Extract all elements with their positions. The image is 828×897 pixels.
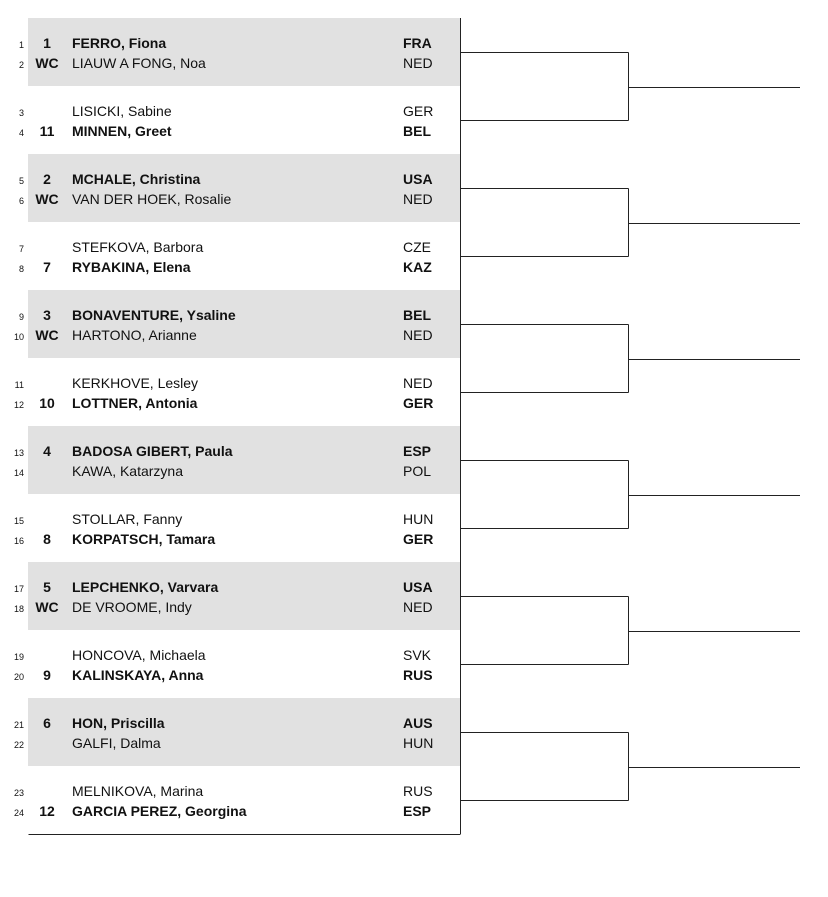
country-code: HUN <box>403 511 434 527</box>
country-code: NED <box>403 191 433 207</box>
player-name: BONAVENTURE, Ysaline <box>72 307 236 323</box>
draw-position: 4 <box>18 128 24 138</box>
player-name: KORPATSCH, Tamara <box>72 531 216 547</box>
seed-label: 3 <box>43 307 51 323</box>
draw-position: 21 <box>13 720 24 730</box>
player-row <box>14 374 460 394</box>
draw-section <box>13 426 460 494</box>
seed-label: WC <box>35 191 59 207</box>
seed-label: 5 <box>43 579 51 595</box>
player-row <box>13 394 460 414</box>
draw-position: 18 <box>13 604 24 614</box>
draw-position: 19 <box>13 652 24 662</box>
draw-position: 22 <box>13 740 24 750</box>
player-row <box>13 530 460 550</box>
player-name: LOTTNER, Antonia <box>72 395 198 411</box>
draw-section <box>18 18 460 86</box>
draw-position: 10 <box>13 332 24 342</box>
player-name: MELNIKOVA, Marina <box>72 783 204 799</box>
draw-position: 11 <box>14 380 24 390</box>
player-name: MINNEN, Greet <box>72 123 172 139</box>
player-row <box>18 170 460 190</box>
player-row <box>18 258 460 278</box>
draw-section <box>18 86 460 154</box>
seed-label: 11 <box>39 123 55 139</box>
player-row <box>13 326 460 346</box>
country-code: BEL <box>403 307 431 323</box>
draw-position: 6 <box>18 196 24 206</box>
seed-label: WC <box>35 55 59 71</box>
country-code: ESP <box>403 803 432 819</box>
seed-label: 10 <box>39 395 55 411</box>
player-name: VAN DER HOEK, Rosalie <box>72 191 232 207</box>
draw-section <box>18 222 460 290</box>
draw-position: 5 <box>18 176 24 186</box>
seed-label: 12 <box>39 803 55 819</box>
player-row <box>18 34 460 54</box>
seed-label: 1 <box>43 35 51 51</box>
draw-position: 20 <box>13 672 24 682</box>
draw-position: 2 <box>18 60 24 70</box>
player-name: DE VROOME, Indy <box>72 599 192 615</box>
country-code: NED <box>403 327 433 343</box>
player-row <box>13 462 460 482</box>
player-name: HARTONO, Arianne <box>72 327 197 343</box>
seed-label: 9 <box>43 667 51 683</box>
player-row <box>18 238 460 258</box>
draw-position: 16 <box>13 536 24 546</box>
player-name: GALFI, Dalma <box>72 735 161 751</box>
player-row <box>13 734 460 754</box>
player-name: LISICKI, Sabine <box>72 103 172 119</box>
country-code: KAZ <box>403 259 432 275</box>
player-row <box>13 666 460 686</box>
draw-section <box>13 630 460 698</box>
draw-position: 1 <box>18 40 24 50</box>
draw-section <box>13 562 460 630</box>
country-code: BEL <box>403 123 431 139</box>
country-code: AUS <box>403 715 433 731</box>
player-row <box>18 54 460 74</box>
seed-label: WC <box>35 599 59 615</box>
draw-position: 8 <box>18 264 24 274</box>
player-row <box>18 190 460 210</box>
player-name: LEPCHENKO, Varvara <box>72 579 219 595</box>
country-code: POL <box>403 463 432 479</box>
player-row <box>13 782 460 802</box>
seed-label: 2 <box>43 171 51 187</box>
player-row <box>18 122 460 142</box>
player-name: FERRO, Fiona <box>72 35 167 51</box>
player-name: KALINSKAYA, Anna <box>72 667 204 683</box>
player-row <box>13 510 460 530</box>
player-name: LIAUW A FONG, Noa <box>72 55 206 71</box>
country-code: NED <box>403 375 433 391</box>
draw-section <box>13 698 460 766</box>
seed-label: WC <box>35 327 59 343</box>
player-row <box>13 598 460 618</box>
country-code: CZE <box>403 239 431 255</box>
draw-position: 24 <box>13 808 24 818</box>
country-code: GER <box>403 531 434 547</box>
player-row <box>18 306 460 326</box>
country-code: GER <box>403 103 434 119</box>
seed-label: 7 <box>43 259 51 275</box>
country-code: USA <box>403 579 433 595</box>
country-code: NED <box>403 55 433 71</box>
draw-position: 17 <box>13 584 24 594</box>
draw-section <box>18 154 460 222</box>
player-name: GARCIA PEREZ, Georgina <box>72 803 247 819</box>
country-code: USA <box>403 171 433 187</box>
country-code: NED <box>403 599 433 615</box>
draw-position: 7 <box>18 244 24 254</box>
player-name: STEFKOVA, Barbora <box>72 239 204 255</box>
draw-section <box>13 766 460 834</box>
draw-position: 13 <box>13 448 24 458</box>
draw-section <box>13 358 460 426</box>
player-row <box>13 802 460 822</box>
player-row <box>13 646 460 666</box>
player-row <box>13 714 460 734</box>
draw-position: 3 <box>18 108 24 118</box>
seed-label: 6 <box>43 715 51 731</box>
country-code: ESP <box>403 443 432 459</box>
seed-label: 8 <box>43 531 51 547</box>
player-row <box>18 102 460 122</box>
player-name: BADOSA GIBERT, Paula <box>72 443 233 459</box>
country-code: GER <box>403 395 434 411</box>
draw-position: 15 <box>13 516 24 526</box>
player-name: KERKHOVE, Lesley <box>72 375 199 391</box>
country-code: RUS <box>403 783 433 799</box>
player-name: STOLLAR, Fanny <box>72 511 183 527</box>
draw-position: 23 <box>13 788 24 798</box>
seed-label: 4 <box>43 443 51 459</box>
player-name: HON, Priscilla <box>72 715 165 731</box>
country-code: FRA <box>403 35 432 51</box>
country-code: RUS <box>403 667 433 683</box>
country-code: SVK <box>403 647 432 663</box>
player-name: HONCOVA, Michaela <box>72 647 206 663</box>
player-name: RYBAKINA, Elena <box>72 259 191 275</box>
draw-position: 12 <box>13 400 24 410</box>
country-code: HUN <box>403 735 434 751</box>
draw-position: 14 <box>13 468 24 478</box>
draw-position: 9 <box>18 312 24 322</box>
player-row <box>13 442 460 462</box>
player-name: MCHALE, Christina <box>72 171 201 187</box>
draw-section <box>13 494 460 562</box>
player-row <box>13 578 460 598</box>
draw-section <box>13 290 460 358</box>
player-name: KAWA, Katarzyna <box>72 463 184 479</box>
